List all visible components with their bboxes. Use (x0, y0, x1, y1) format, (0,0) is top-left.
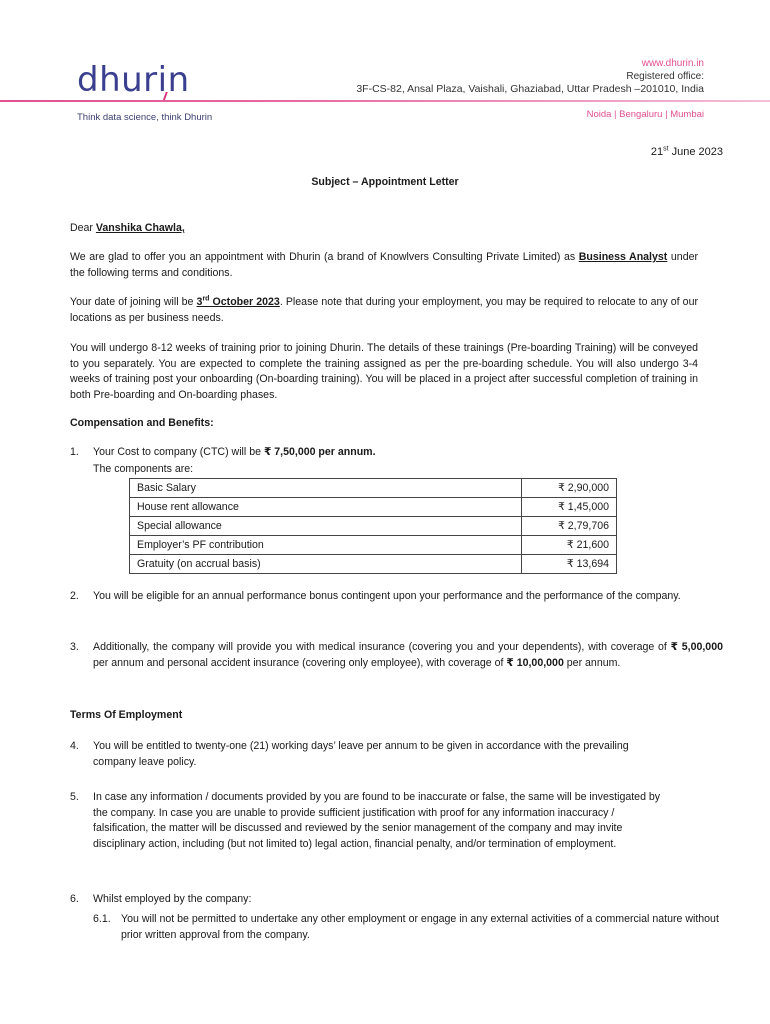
recipient-name: Vanshika Chawla, (95, 222, 185, 234)
component-amount: ₹ 21,600 (522, 536, 617, 555)
component-amount: ₹ 1,45,000 (522, 498, 617, 517)
office-label: Registered office: (626, 71, 704, 82)
item-number: 6. (70, 893, 79, 905)
external-activity-item: You will not be permitted to undertake any other employment or engage in any external activities of a commercial nature without prior written approval from the company. (121, 913, 719, 941)
joining-date: 3rd October 2023 (196, 295, 280, 308)
logo-text: dhurin (77, 60, 190, 100)
item-number: 1. (70, 446, 79, 458)
website-link[interactable]: www.dhurin.in (641, 58, 704, 69)
table-row (130, 517, 617, 536)
header-divider (0, 100, 770, 102)
item-number: 2. (70, 590, 79, 602)
tagline: Think data science, think Dhurin (77, 112, 213, 123)
component-name: Basic Salary (130, 479, 522, 498)
components-table (129, 478, 617, 574)
item-number: 4. (70, 740, 79, 752)
component-name: Gratuity (on accrual basis) (130, 555, 522, 574)
company-logo (77, 60, 190, 100)
component-amount: ₹ 13,694 (522, 555, 617, 574)
table-row (130, 536, 617, 555)
training-paragraph: You will undergo 8-12 weeks of training prior to joining Dhurin. The details of these trainings (Pre-boarding Training) will be conveyed to you separately. You are expected to complete the training assigned as per the pre-boarding schedule. You will also undergo 3-4 weeks of training post your onboarding (On-boarding training). You will be placed in a project after successful completion of training in both Pre-boarding and On-boarding phases. (70, 342, 698, 401)
component-name: House rent allowance (130, 498, 522, 517)
joining-paragraph: Your date of joining will be 3rd October 2023. Please note that during your employment, you may be required to relocate to any of our locations as per business needs. (70, 295, 698, 324)
insurance-item: Additionally, the company will provide you with medical insurance (covering you and your dependents), with coverage of ₹ 5,00,000 per annum and personal accident insurance (covering only employee), with coverage of ₹ 10,00,000 per annum. (93, 641, 723, 669)
component-amount: ₹ 2,90,000 (522, 479, 617, 498)
office-cities: Noida | Bengaluru | Mumbai (586, 109, 704, 120)
job-role: Business Analyst (578, 251, 668, 263)
component-amount: ₹ 2,79,706 (522, 517, 617, 536)
table-row (130, 555, 617, 574)
ctc-amount: ₹ 7,50,000 per annum. (263, 446, 376, 458)
compensation-heading: Compensation and Benefits: (70, 417, 214, 429)
item-number: 5. (70, 791, 79, 803)
component-name: Special allowance (130, 517, 522, 536)
leave-item: You will be entitled to twenty-one (21) working days’ leave per annum to be given in accordance with the prevailing company leave policy. (93, 740, 629, 768)
sub-item-number: 6.1. (93, 913, 111, 925)
employment-item: Whilst employed by the company: (93, 893, 252, 905)
terms-heading: Terms Of Employment (70, 709, 183, 721)
ctc-item: Your Cost to company (CTC) will be ₹ 7,50,000 per annum. (93, 446, 376, 458)
table-row (130, 479, 617, 498)
component-name: Employer’s PF contribution (130, 536, 522, 555)
letter-subject: Subject – Appointment Letter (311, 176, 459, 188)
salutation: Dear Vanshika Chawla, (70, 222, 185, 234)
offer-paragraph: We are glad to offer you an appointment with Dhurin (a brand of Knowlvers Consulting Private Limited) as Business Analyst under the following terms and conditions. (70, 251, 699, 279)
item-number: 3. (70, 641, 79, 653)
letter-date: 21st June 2023 (650, 145, 723, 158)
bonus-item: You will be eligible for an annual performance bonus contingent upon your performance and the performance of the company. (93, 590, 681, 602)
table-row (130, 498, 617, 517)
components-label: The components are: (93, 463, 194, 475)
information-item: In case any information / documents provided by you are found to be inaccurate or false, the same will be investigated by the company. In case you are unable to provide sufficient justification with proof for any information inaccuracy / falsification, the matter will be discussed and reviewed by the senior management of the company and may invite disciplinary action, including (but not limited to) legal action, financial penalty, and/or termination of employment. (93, 791, 661, 850)
office-address: 3F-CS-82, Ansal Plaza, Vaishali, Ghaziabad, Uttar Pradesh –201010, India (356, 83, 704, 95)
